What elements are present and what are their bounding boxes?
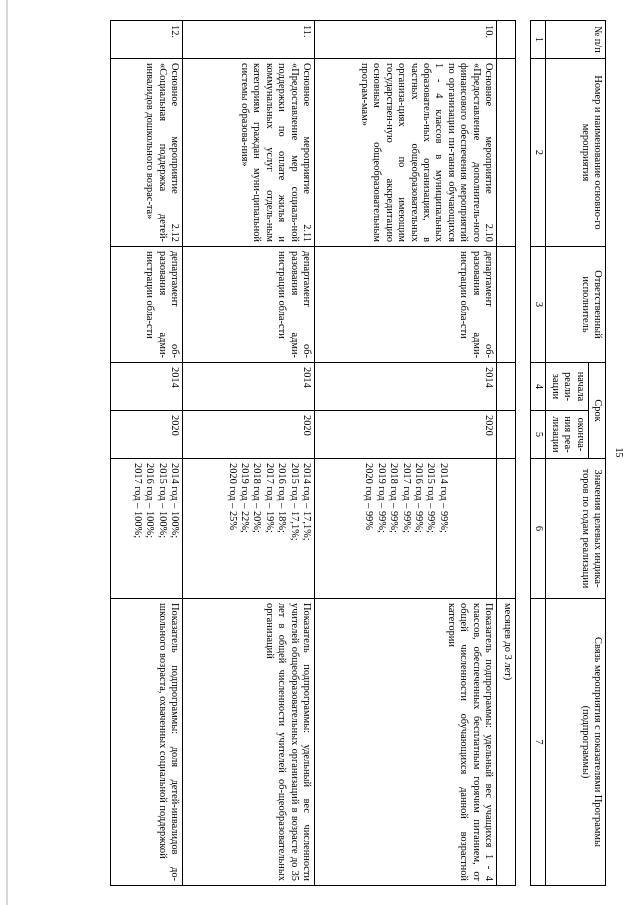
col-number: 2: [530, 59, 545, 247]
table-row: [314, 21, 496, 886]
executor: департамент об-разования адми-нистрации обла-сти: [182, 247, 314, 363]
col-number: 5: [530, 411, 545, 459]
col-number: 4: [530, 363, 545, 411]
start-year: 2014: [314, 363, 496, 411]
header-name: Номер и наименование основно-го мероприятия: [546, 59, 606, 247]
scan-edge-line: [6, 0, 8, 905]
header-link: Связь мероприятия с показателями Программы (подпрограммы): [546, 599, 606, 886]
indicator-values: 2014 год – 100%; 2015 год – 100%; 2016 год – 100%; 2017 год – 100%;: [131, 463, 180, 539]
row-number: 10.: [314, 21, 496, 59]
header-end: оконча-ния реа-лизации: [546, 411, 588, 459]
col-number: 3: [530, 247, 545, 363]
col-number: 1: [530, 21, 545, 59]
col-number: 6: [530, 459, 545, 599]
program-link: Показатель подпрограммы: удельный вес учащихся 1 - 4 классов, обеспеченных бесплатным горячим питанием, от общей численности обучающихся данной возрастной категории: [314, 599, 496, 886]
row-number: 12.: [110, 21, 182, 59]
header-term: Срок: [588, 363, 605, 459]
executor: департамент об-разования адми-нистрации обла-сти: [110, 247, 182, 363]
activity-name: Основное мероприятие 2.11 «Предоставление мер социаль-ной поддержки по оплате жилья и коммунальных услуг отдель-ным категориям граждан муни-ципальной системы образова-ния»: [182, 59, 314, 247]
continuation-text: месяцев до 3 лет): [496, 599, 515, 886]
program-link: Показатель подпрограммы: удельный вес численности учителей общеобразовательных организаций в возрасте до 35 лет в общей численности учителей об-щеобразовательных организаций: [182, 599, 314, 886]
end-year: 2020: [314, 411, 496, 459]
activities-table-body: [110, 20, 516, 886]
table-row: [182, 21, 314, 886]
executor: департамент об-разования адми-нистрации обла-сти: [314, 247, 496, 363]
end-year: 2020: [110, 411, 182, 459]
header-values: Значения целевых индика-торов по годам реализации: [546, 459, 606, 599]
header-row: [588, 21, 605, 886]
program-link: Показатель подпрограммы: доля детей-инвалидов до-школьного возраста, охваченных социальной поддержкой: [110, 599, 182, 886]
row-number: 11.: [182, 21, 314, 59]
rotated-page: [46, 20, 624, 885]
activities-table: [530, 20, 606, 886]
start-year: 2014: [182, 363, 314, 411]
end-year: 2020: [182, 411, 314, 459]
header-start: начала реали-зации: [546, 363, 588, 411]
page-number: 15: [613, 447, 624, 458]
column-number-row: [530, 21, 545, 886]
header-num: № п/п: [546, 21, 606, 59]
indicator-values: 2014 год – 17,1%; 2015 год – 17,1%; 2016 год – 18%; 2017 год – 19%; 2018 год – 20%; 2019 год – 22%; 2020 год – 25%: [226, 463, 312, 541]
start-year: 2014: [110, 363, 182, 411]
activity-name: Основное мероприятие 2.10 «Предоставление дополнитель-ного финансового обеспечения мероприятий по организации пи-тания обучающихся 1 - 4 классов в муниципальных образователь-ных организациях, в частных общеобразовательных организа-циях по имеющим государствен-ную аккредитацию основным общеобразовательным програм-мам»: [314, 59, 496, 247]
indicator-values: 2014 год – 99%; 2015 год – 99%; 2016 год – 99%; 2017 год – 99%; 2018 год – 99%; 2019 год – 99%; 2020 год – 99%: [363, 463, 449, 533]
table-row: [110, 21, 182, 886]
col-number: 7: [530, 599, 545, 886]
activity-name: Основное мероприятие 2.12 «Социальная поддержка детей-инвалидов дошкольного возрас-та»: [110, 59, 182, 247]
header-executor: Ответственный исполнитель: [546, 247, 606, 363]
continuation-row: [496, 21, 515, 886]
